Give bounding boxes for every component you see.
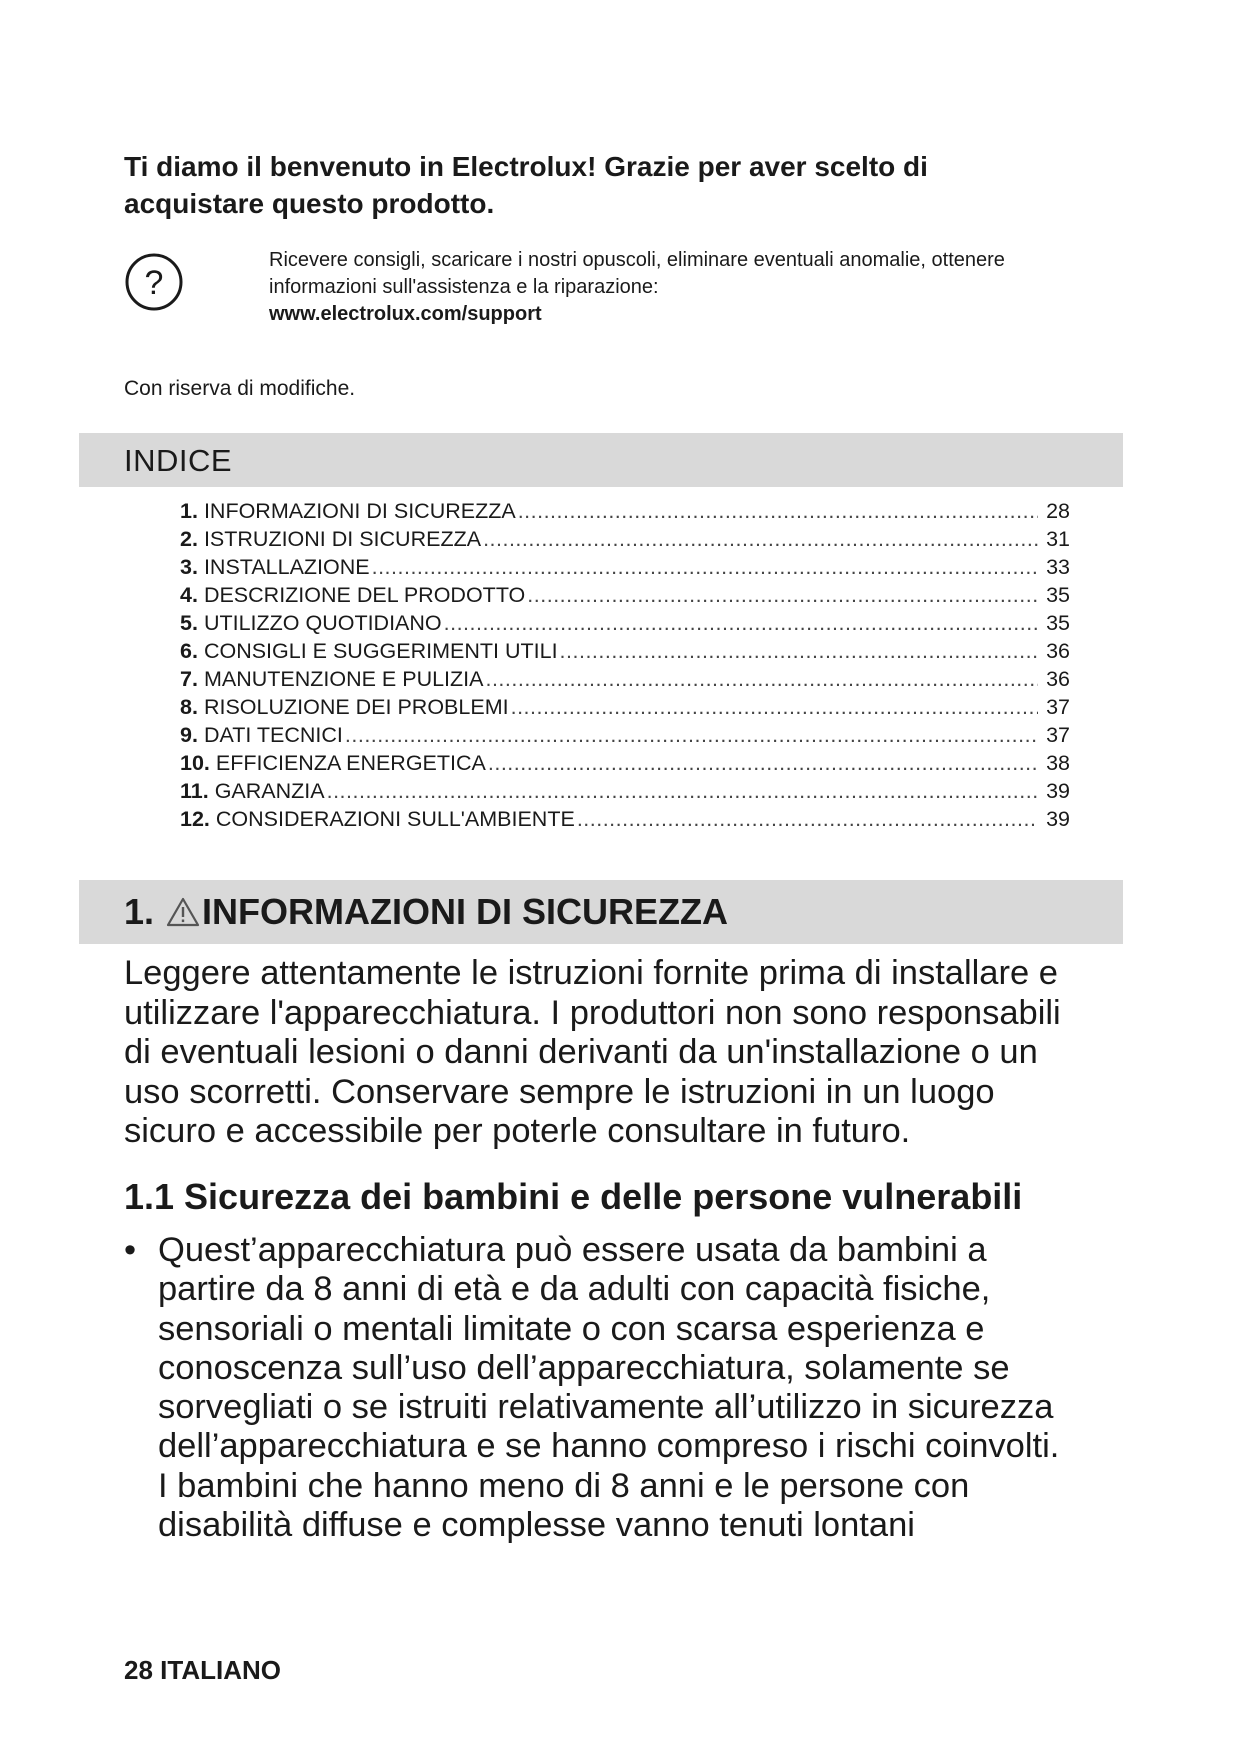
welcome-line-2: acquistare questo prodotto.: [124, 188, 495, 219]
section-1-title: INFORMAZIONI DI SICUREZZA: [202, 891, 729, 932]
toc-entry-number: 11.: [180, 779, 209, 803]
toc-entry-page: 35: [1046, 611, 1070, 635]
question-circle-icon: [124, 252, 184, 312]
toc-entry[interactable]: [180, 751, 1070, 779]
warning-triangle-icon: [166, 897, 200, 927]
intro-line: di eventuali lesioni o danni derivanti da un'installazione o un: [124, 1033, 1038, 1071]
toc-entry[interactable]: [180, 611, 1070, 639]
toc-entry-title: INSTALLAZIONE: [203, 555, 370, 579]
toc-entry-page: 33: [1046, 555, 1070, 579]
toc-leader-dots: [444, 611, 1038, 636]
bullet-line: Quest’apparecchiatura può essere usata da bambini a: [158, 1231, 987, 1269]
intro-line: sicuro e accessibile per poterle consultare in futuro.: [124, 1112, 911, 1150]
section-1-number: 1.: [124, 891, 155, 932]
toc-entry[interactable]: [180, 723, 1070, 751]
toc-entry-page: 39: [1046, 807, 1070, 831]
toc-entry-title: CONSIDERAZIONI SULL'AMBIENTE: [215, 807, 575, 831]
toc-entry[interactable]: [180, 807, 1070, 835]
index-title: INDICE: [124, 443, 233, 478]
toc-entry-number: 8.: [180, 695, 198, 719]
toc-entry[interactable]: [180, 499, 1070, 527]
toc-entry-number: 2.: [180, 527, 198, 551]
toc-entry-page: 31: [1046, 527, 1070, 551]
toc-entry-title: ISTRUZIONI DI SICUREZZA: [203, 527, 482, 551]
list-item: [124, 1231, 1124, 1545]
toc-entry-title: DESCRIZIONE DEL PRODOTTO: [203, 583, 526, 607]
toc-entry-page: 38: [1046, 751, 1070, 775]
toc-entry-title: UTILIZZO QUOTIDIANO: [203, 611, 442, 635]
svg-text:?: ?: [144, 264, 164, 302]
toc-entry-title: EFFICIENZA ENERGETICA: [215, 751, 486, 775]
toc-entry-number: 10.: [180, 751, 210, 775]
bullet-symbol: •: [124, 1231, 137, 1269]
toc-entry-page: 35: [1046, 583, 1070, 607]
index-header-bar: [79, 433, 1123, 487]
support-line-2: informazioni sull'assistenza e la riparazione:: [269, 276, 659, 298]
intro-line: utilizzare l'apparecchiatura. I produttori non sono responsabili: [124, 993, 1061, 1032]
bullet-line: sorvegliati o se istruiti relativamente all’utilizzo in sicurezza: [158, 1388, 1054, 1427]
bullet-line: sensoriali o mentali limitate o con scarsa esperienza e: [158, 1309, 985, 1348]
toc-entry[interactable]: [180, 583, 1070, 611]
bullet-line: conoscenza sull’uso dell’apparecchiatura, solamente se: [158, 1348, 1010, 1387]
toc-leader-dots: [511, 695, 1038, 720]
subsection-1-1-title: 1.1 Sicurezza dei bambini e delle persone vulnerabili: [124, 1176, 1023, 1217]
reserve-note: Con riserva di modifiche.: [124, 377, 356, 400]
page-footer: 28 ITALIANO: [124, 1655, 281, 1685]
welcome-line-1: Ti diamo il benvenuto in Electrolux! Grazie per aver scelto di: [124, 151, 928, 182]
bullet-list: [124, 1231, 1124, 1545]
toc-entry-title: INFORMAZIONI DI SICUREZZA: [203, 499, 516, 523]
toc-leader-dots: [527, 583, 1038, 608]
toc-entry[interactable]: [180, 667, 1070, 695]
toc-entry[interactable]: [180, 527, 1070, 555]
toc-leader-dots: [577, 807, 1038, 832]
toc-leader-dots: [560, 639, 1038, 664]
support-info: [269, 247, 1129, 328]
toc-leader-dots: [372, 555, 1038, 580]
toc-entry-number: 1.: [180, 499, 198, 523]
toc-entry-number: 7.: [180, 667, 198, 691]
toc-entry-title: GARANZIA: [214, 779, 325, 803]
toc-entry[interactable]: [180, 695, 1070, 723]
toc-leader-dots: [483, 527, 1038, 552]
welcome-heading: [124, 148, 1084, 222]
toc-entry-page: 39: [1046, 779, 1070, 803]
toc-leader-dots: [345, 723, 1038, 748]
toc-leader-dots: [485, 667, 1038, 692]
toc-entry-page: 37: [1046, 723, 1070, 747]
toc-entry-number: 6.: [180, 639, 198, 663]
toc-entry-number: 3.: [180, 555, 198, 579]
toc-leader-dots: [327, 779, 1038, 804]
intro-line: uso scorretti. Conservare sempre le istruzioni in un luogo: [124, 1072, 995, 1111]
table-of-contents: [180, 499, 1070, 835]
bullet-line: partire da 8 anni di età e da adulti con capacità fisiche,: [158, 1270, 991, 1309]
intro-line: Leggere attentamente le istruzioni fornite prima di installare e: [124, 954, 1058, 992]
toc-entry[interactable]: [180, 555, 1070, 583]
section-1-header-bar: [79, 880, 1123, 944]
toc-entry-title: DATI TECNICI: [203, 723, 343, 747]
toc-leader-dots: [518, 499, 1038, 524]
support-line-1: Ricevere consigli, scaricare i nostri opuscoli, eliminare eventuali anomalie, ottenere: [269, 249, 1005, 271]
toc-entry[interactable]: [180, 639, 1070, 667]
bullet-line: I bambini che hanno meno di 8 anni e le persone con: [158, 1466, 970, 1505]
bullet-line: disabilità diffuse e complesse vanno tenuti lontani: [158, 1506, 915, 1545]
bullet-line: dell’apparecchiatura e se hanno compreso i rischi coinvolti.: [158, 1427, 1060, 1466]
toc-entry-page: 36: [1046, 667, 1070, 691]
toc-entry-number: 9.: [180, 723, 198, 747]
toc-entry-number: 12.: [180, 807, 210, 831]
support-link[interactable]: www.electrolux.com/support: [269, 303, 542, 325]
toc-entry-page: 28: [1046, 499, 1070, 523]
toc-entry-number: 5.: [180, 611, 198, 635]
section-1-heading: [124, 891, 728, 933]
toc-entry-title: RISOLUZIONE DEI PROBLEMI: [203, 695, 509, 719]
toc-entry-page: 37: [1046, 695, 1070, 719]
section-1-intro: [124, 954, 1124, 1152]
toc-leader-dots: [488, 751, 1038, 776]
toc-entry-page: 36: [1046, 639, 1070, 663]
toc-entry-title: CONSIGLI E SUGGERIMENTI UTILI: [203, 639, 558, 663]
toc-entry-title: MANUTENZIONE E PULIZIA: [203, 667, 484, 691]
toc-entry-number: 4.: [180, 583, 198, 607]
toc-entry[interactable]: [180, 779, 1070, 807]
